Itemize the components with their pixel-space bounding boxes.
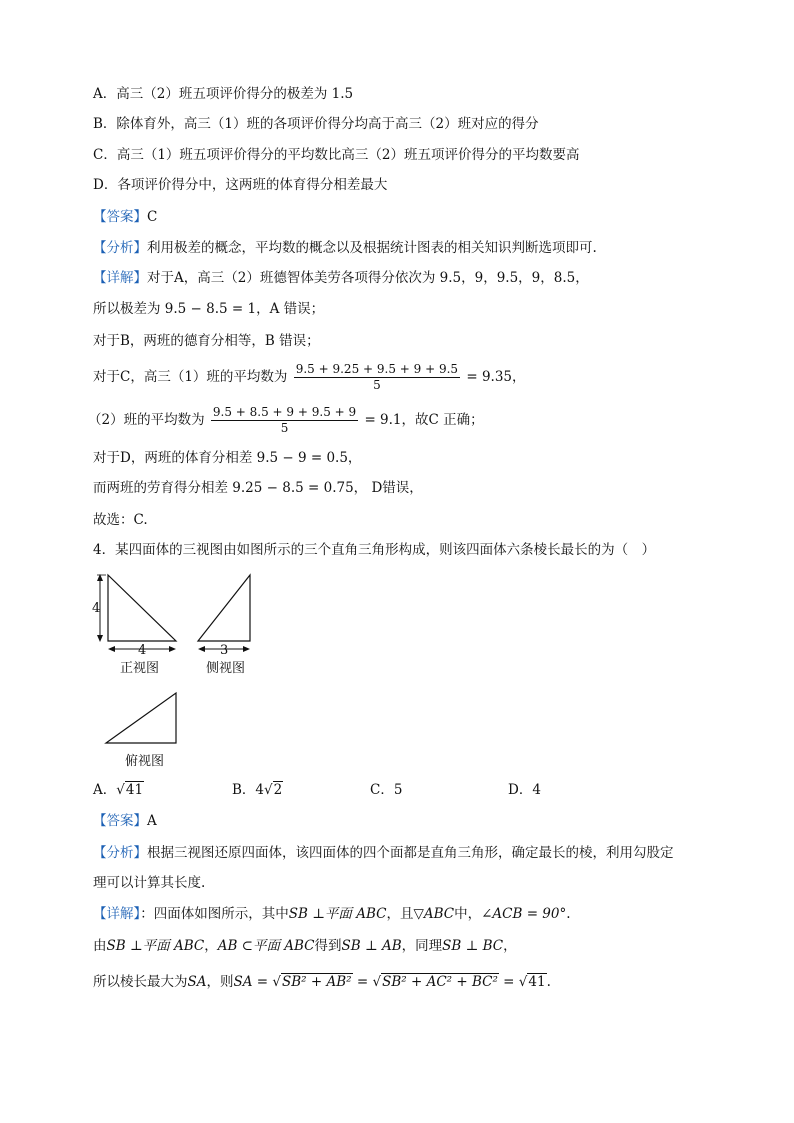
side-view-triangle: [198, 575, 250, 641]
triangle-abc: ▽ABC: [413, 906, 455, 922]
last-line: 所以棱长最大为SA，则SA = √SB² + AB² = √SB² + AC² + BC² = √41.: [93, 974, 551, 990]
sqrt-sb-ac-bc: SB² + AC² + BC²: [382, 974, 498, 990]
q4-option-c-label: C．: [370, 782, 394, 798]
choose-line: 故选：C.: [93, 512, 148, 528]
side-view-label: 侧视图: [206, 661, 246, 676]
last-pre: 所以棱长最大为: [93, 974, 188, 990]
q4-option-b-coef: 4: [255, 782, 265, 798]
sb-perp-ab: SB ⊥ AB: [341, 938, 402, 954]
b-line: 对于B，两班的德育分相等，B 错误；: [93, 333, 320, 349]
analysis2-text: 根据三视图还原四面体，该四面体的四个面都是直角三角形，确定最长的棱，利用勾股定: [147, 845, 674, 861]
analysis2-tag: 【分析】: [93, 845, 147, 861]
sqrt-sb-ab: SB² + AB²: [282, 974, 352, 990]
c2-fraction-denominator: 5: [280, 421, 289, 435]
by-sb-perp-abc: SB ⊥平面 ABC: [106, 938, 205, 954]
range-line: 所以极差为 9.5 − 8.5 = 1，A 错误；: [93, 301, 325, 317]
by-end: ，同理: [401, 938, 443, 954]
detail2-mid: ，且: [386, 906, 414, 922]
three-view-figure: [90, 565, 260, 775]
answer-value: C: [147, 209, 158, 225]
analysis-line: [93, 238, 597, 258]
front-height-label: 4: [92, 601, 101, 616]
q4-option-b: B．4√2: [232, 782, 283, 798]
option-a: A．高三（2）班五项评价得分的极差为 1.5: [93, 86, 354, 102]
q4-option-d-value: 4: [532, 782, 541, 798]
c2-line-post: = 9.1，故C 正确；: [364, 412, 484, 428]
option-c: C．高三（1）班五项评价得分的平均数比高三（2）班五项评价得分的平均数要高: [93, 147, 580, 163]
q4-option-d: [508, 780, 541, 800]
answer-line: [93, 207, 157, 227]
top-view-triangle: [106, 693, 176, 743]
last-sa: SA: [187, 974, 207, 990]
top-view-label: 俯视图: [125, 754, 165, 769]
answer-tag: 【答案】: [93, 209, 147, 225]
detail-line: [93, 268, 589, 288]
ab-subset-abc: AB ⊂平面 ABC: [217, 938, 315, 954]
d2-line: 而两班的劳育得分相差 9.25 − 8.5 = 0.75， D错误，: [93, 480, 423, 496]
q4-option-b-value: 2: [273, 782, 283, 798]
q4-option-a: A．√41: [93, 782, 144, 798]
sb-perp-abc: SB ⊥平面 ABC: [288, 906, 387, 922]
c2-fraction-numerator: 9.5 + 8.5 + 9 + 9.5 + 9: [212, 405, 357, 419]
sqrt-41: 41: [528, 974, 546, 990]
analysis-text: 利用极差的概念，平均数的概念以及根据统计图表的相关知识判断选项即可.: [147, 240, 597, 256]
angle-acb: ∠ACB = 90°: [481, 906, 567, 922]
analysis-tag: 【分析】: [93, 240, 147, 256]
c-line: [93, 362, 526, 393]
option-b: B．除体育外，高三（1）班的各项评价得分均高于高三（2）班对应的得分: [93, 116, 539, 132]
sb-perp-bc: SB ⊥ BC: [442, 938, 504, 954]
detail-tag: 【详解】: [93, 270, 147, 286]
c2-line: [88, 405, 484, 436]
front-view-label: 正视图: [120, 661, 160, 676]
front-view-triangle: [108, 575, 176, 641]
answer2-tag: 【答案】: [93, 813, 147, 829]
side-width-label: 3: [220, 643, 229, 658]
analysis2-line: [93, 843, 674, 863]
detail2-line: 【详解】：四面体如图所示，其中SB ⊥平面 ABC，且▽ABC中，∠ACB = 90°.: [93, 906, 571, 922]
detail2-end: 中，: [454, 906, 482, 922]
option-d: D．各项评价得分中，这两班的体育得分相差最大: [93, 177, 388, 193]
by-line: 由SB ⊥平面 ABC，AB ⊂平面 ABC得到SB ⊥ AB，同理SB ⊥ BC，: [93, 938, 517, 954]
analysis2-line-2: 理可以计算其长度.: [93, 875, 206, 891]
q4-option-c-value: 5: [393, 782, 403, 798]
c-line-pre: 对于C，高三（1）班的平均数为: [93, 369, 288, 385]
c-fraction-numerator: 9.5 + 9.25 + 9.5 + 9 + 9.5: [295, 362, 459, 376]
question-4: 4．某四面体的三视图由如图所示的三个直角三角形构成，则该四面体六条棱长最长的为（ ）: [93, 542, 656, 558]
detail-text: 对于A，高三（2）班德智体美劳各项得分依次为 9.5，9，9.5，9，8.5，: [147, 270, 589, 286]
d-line: 对于D，两班的体育分相差 9.5 − 9 = 0.5，: [93, 450, 362, 466]
c-line-post: = 9.35，: [466, 369, 526, 385]
c2-line-pre: （2）班的平均数为: [88, 412, 205, 428]
q4-option-c: [370, 780, 402, 800]
detail2-tag: 【详解】: [93, 906, 141, 922]
answer2-value: A: [147, 813, 157, 829]
by-mid: 得到: [314, 938, 342, 954]
sa-eq: SA =: [233, 974, 273, 990]
c-fraction-denominator: 5: [373, 378, 381, 392]
q4-option-a-value: 41: [125, 782, 144, 798]
answer2-line: [93, 811, 157, 831]
front-width-label: 4: [138, 643, 147, 658]
q4-option-b-label: B．: [232, 782, 256, 798]
q4-option-d-label: D．: [508, 782, 533, 798]
by-pre: 由: [93, 938, 107, 954]
c2-fraction: [211, 405, 358, 436]
last-mid: ，则: [206, 974, 234, 990]
detail2-pre: ：四面体如图所示，其中: [140, 906, 289, 922]
c-fraction: [294, 362, 460, 393]
q4-option-a-label: A．: [93, 782, 117, 798]
